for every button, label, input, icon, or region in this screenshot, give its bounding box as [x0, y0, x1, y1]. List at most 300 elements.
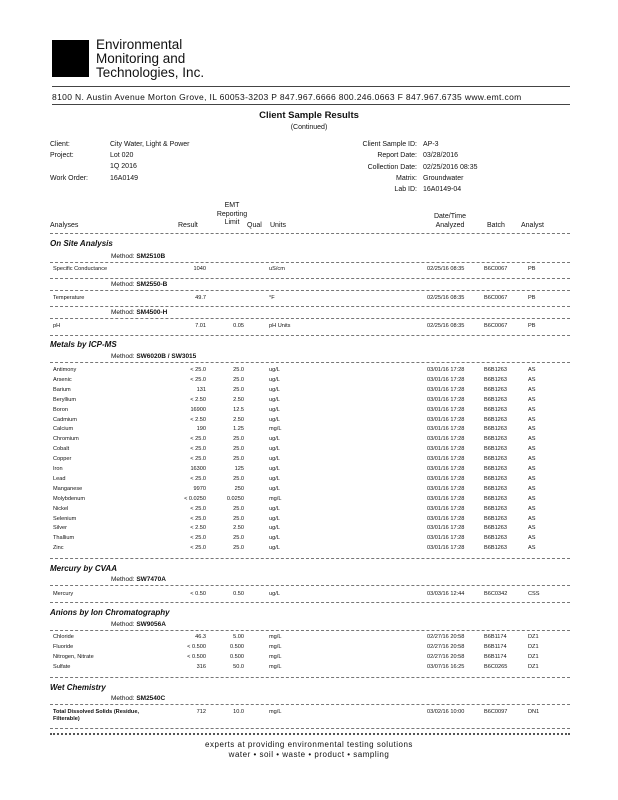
date-analyzed: 03/01/16 17:28 [427, 436, 465, 443]
table-row [0, 377, 618, 386]
section-mercury-title: Mercury by CVAA [50, 564, 117, 573]
company-logo-mark [52, 40, 89, 77]
analyte: Nickel [53, 505, 69, 512]
table-row [0, 709, 618, 723]
analyte: Silver [53, 525, 67, 532]
batch: B6B1263 [484, 545, 508, 552]
date-analyzed: 03/01/16 17:28 [427, 485, 465, 492]
method-value: SM2550-B [136, 281, 168, 288]
date-analyzed: 02/25/16 08:35 [427, 323, 465, 329]
units: °F [269, 295, 275, 301]
date-analyzed: 03/01/16 17:28 [427, 396, 465, 403]
project-value: Lot 020 [110, 152, 134, 159]
date-analyzed: 03/01/16 17:28 [427, 515, 465, 522]
table-row [0, 323, 618, 332]
footer-rule [50, 733, 570, 735]
reporting-limit: 25.0 [233, 515, 244, 522]
header-rule-bottom [52, 104, 570, 105]
result: < 2.50 [190, 416, 206, 423]
batch: B6B1263 [484, 367, 508, 373]
method-value: SM2540C [136, 695, 166, 702]
units: ug/L [269, 376, 280, 383]
result: 131 [196, 386, 206, 393]
table-row [0, 486, 618, 495]
analyte: Thallium [53, 535, 75, 542]
col-date-line-2: Analyzed [435, 221, 465, 229]
footer-tagline: experts at providing environmental testing solutions [205, 740, 413, 749]
date-analyzed: 03/01/16 17:28 [427, 535, 465, 542]
analyst: CSS [528, 591, 540, 597]
method-label: Method: [111, 253, 135, 260]
col-qual: Qual [247, 222, 262, 229]
units: ug/L [269, 485, 280, 492]
date-analyzed: 03/01/16 17:28 [427, 495, 465, 502]
date-analyzed: 02/27/16 20:58 [427, 654, 465, 660]
table-row [0, 456, 618, 465]
analyte: Beryllium [53, 396, 77, 403]
analyst: AS [528, 416, 536, 423]
batch: B6B1263 [484, 535, 508, 542]
divider [50, 262, 570, 263]
analyst: DZ1 [528, 664, 539, 670]
table-row [0, 516, 618, 525]
analyst: AS [528, 436, 536, 443]
units: ug/L [269, 525, 280, 532]
reporting-limit: 0.500 [230, 644, 244, 650]
col-rl-line-2: Reporting [216, 210, 248, 218]
units: ug/L [269, 436, 280, 443]
sample-id-value: AP-3 [423, 141, 439, 148]
method-row [111, 576, 166, 583]
analyte: Sulfate [53, 664, 71, 670]
units: mg/L [269, 709, 282, 715]
col-analyst: Analyst [521, 222, 544, 229]
units: ug/L [269, 396, 280, 403]
reporting-limit: 25.0 [233, 436, 244, 443]
reporting-limit: 25.0 [233, 367, 244, 373]
analyte: Selenium [53, 515, 77, 522]
batch: B6B1263 [484, 515, 508, 522]
header-divider [50, 233, 570, 234]
analyst: PB [528, 266, 536, 272]
result: < 25.0 [190, 535, 206, 542]
table-row [0, 545, 618, 554]
col-batch: Batch [487, 222, 505, 229]
result: < 25.0 [190, 545, 206, 552]
reporting-limit: 25.0 [233, 535, 244, 542]
method-row [111, 253, 165, 260]
method-value: SW6020B / SW3015 [136, 353, 197, 360]
batch: B6B1174 [484, 654, 507, 660]
divider [50, 630, 570, 631]
analyst: DZ1 [528, 644, 539, 650]
page-title: Client Sample Results [259, 110, 359, 121]
batch: B6B1263 [484, 466, 508, 472]
analyst: AS [528, 525, 536, 532]
batch: B6B1263 [484, 376, 508, 383]
analyte: Fluoride [53, 644, 74, 650]
header-rule-top [52, 86, 570, 87]
date-analyzed: 03/01/16 17:28 [427, 426, 465, 433]
batch: B6B1263 [484, 475, 508, 482]
analyst: AS [528, 535, 536, 542]
analyst: AS [528, 406, 536, 413]
method-label: Method: [111, 309, 135, 316]
method-row [111, 695, 165, 702]
report-date-label: Report Date: [377, 152, 417, 159]
date-analyzed: 03/01/16 17:28 [427, 376, 465, 383]
reporting-limit: 125 [234, 466, 244, 472]
reporting-limit: 1.25 [233, 426, 244, 433]
table-row [0, 367, 618, 376]
result: < 25.0 [190, 475, 206, 482]
batch: B6B1263 [484, 386, 508, 393]
units: mg/L [269, 664, 282, 670]
reporting-limit: 0.0250 [226, 495, 244, 502]
reporting-limit: 25.0 [233, 446, 244, 453]
page-subtitle: (Continued) [290, 124, 328, 131]
units: mg/L [269, 426, 282, 433]
batch: B6C0067 [484, 295, 508, 301]
company-name-line-2: Monitoring and [96, 51, 186, 66]
analyte: Iron [53, 466, 63, 472]
work-order-label: Work Order: [50, 175, 88, 182]
matrix-value: Groundwater [423, 175, 464, 182]
method-label: Method: [111, 281, 135, 288]
units: mg/L [269, 644, 282, 650]
date-analyzed: 03/01/16 17:28 [427, 525, 465, 532]
divider [50, 704, 570, 705]
table-row [0, 295, 618, 304]
result: < 0.500 [187, 644, 206, 650]
batch: B6C0097 [484, 709, 508, 715]
date-analyzed: 02/25/16 08:35 [427, 295, 465, 301]
analyte: Mercury [53, 591, 74, 597]
method-label: Method: [111, 353, 135, 360]
reporting-limit: 0.500 [230, 654, 244, 660]
result: < 0.500 [187, 654, 206, 660]
section-wet-title: Wet Chemistry [50, 683, 106, 692]
date-analyzed: 02/25/16 08:35 [427, 266, 465, 272]
analyst: AS [528, 367, 536, 373]
reporting-limit: 2.50 [233, 525, 244, 532]
batch: B6B1263 [484, 396, 508, 403]
analyst: AS [528, 505, 536, 512]
table-row [0, 664, 618, 673]
result: < 0.0250 [184, 495, 206, 502]
table-row [0, 397, 618, 406]
table-row [0, 644, 618, 653]
divider [50, 728, 570, 729]
collection-date-label: Collection Date: [367, 164, 417, 171]
table-row [0, 266, 618, 275]
units: mg/L [269, 634, 282, 640]
divider [50, 335, 570, 336]
result: < 25.0 [190, 446, 206, 453]
units: mg/L [269, 654, 282, 660]
method-label: Method: [111, 576, 135, 583]
project-label: Project: [50, 152, 74, 159]
result: 16300 [190, 466, 206, 472]
divider [50, 318, 570, 319]
section-onsite-title: On Site Analysis [50, 239, 113, 248]
analyte: Lead [53, 475, 66, 482]
units: ug/L [269, 456, 280, 463]
col-date-line-1: Date/Time [433, 213, 467, 220]
col-units: Units [270, 222, 286, 229]
batch: B6B1263 [484, 505, 508, 512]
date-analyzed: 02/27/16 20:58 [427, 644, 465, 650]
batch: B6B1263 [484, 416, 508, 423]
table-row [0, 417, 618, 426]
analyst: AS [528, 485, 536, 492]
company-address: 8100 N. Austin Avenue Morton Grove, IL 60053-3203 P 847.967.6666 800.246.0663 F 847.967.6735 www.emt.com [52, 92, 522, 102]
batch: B6B1263 [484, 525, 508, 532]
analyst: DN1 [528, 709, 540, 715]
result: 1040 [193, 266, 206, 272]
result: < 25.0 [190, 367, 206, 373]
units: pH Units [269, 323, 291, 329]
units: ug/L [269, 386, 280, 393]
analyst: AS [528, 466, 536, 472]
analyte: Arsenic [53, 376, 72, 383]
batch: B6C0067 [484, 266, 508, 272]
reporting-limit: 2.50 [233, 396, 244, 403]
divider [50, 306, 570, 307]
table-row [0, 436, 618, 445]
table-row [0, 496, 618, 505]
analyte: Molybdenum [53, 495, 86, 502]
work-order-value: 16A0149 [110, 175, 139, 182]
date-analyzed: 03/07/16 16:25 [427, 664, 465, 670]
date-analyzed: 03/02/16 10:00 [427, 709, 465, 715]
method-row [111, 621, 166, 628]
table-row [0, 591, 618, 600]
batch: B6B1174 [484, 644, 507, 650]
units: ug/L [269, 475, 280, 482]
section-metals-title: Metals by ICP-MS [50, 340, 117, 349]
section-anions-title: Anions by Ion Chromatography [50, 608, 170, 617]
analyte: pH [53, 323, 61, 329]
table-row [0, 426, 618, 435]
table-row [0, 446, 618, 455]
analyte: Copper [53, 456, 72, 463]
analyte: Antimony [53, 367, 77, 373]
reporting-limit: 25.0 [233, 545, 244, 552]
reporting-limit: 25.0 [233, 505, 244, 512]
date-analyzed: 03/01/16 17:28 [427, 545, 465, 552]
date-analyzed: 03/01/16 17:28 [427, 475, 465, 482]
analyst: AS [528, 545, 536, 552]
lab-id-label: Lab ID: [394, 186, 417, 193]
result: 190 [196, 426, 206, 433]
method-value: SM4500-H [136, 309, 168, 316]
method-value: SW9056A [136, 621, 166, 628]
analyst: AS [528, 376, 536, 383]
batch: B6C0067 [484, 323, 508, 329]
reporting-limit: 25.0 [233, 376, 244, 383]
units: ug/L [269, 515, 280, 522]
batch: B6B1263 [484, 426, 508, 433]
footer-services: water • soil • waste • product • sampling [228, 750, 390, 759]
result: 49.7 [195, 295, 206, 301]
units: ug/L [269, 591, 280, 597]
result: < 2.50 [190, 396, 206, 403]
company-name-line-3: Technologies, Inc. [96, 65, 205, 80]
date-analyzed: 03/01/16 17:28 [427, 505, 465, 512]
result: < 25.0 [190, 376, 206, 383]
result: < 2.50 [190, 525, 206, 532]
reporting-limit: 25.0 [233, 456, 244, 463]
batch: B6C0265 [484, 664, 508, 670]
divider [50, 290, 570, 291]
method-label: Method: [111, 695, 135, 702]
analyte: Nitrogen, Nitrate [53, 654, 94, 660]
date-analyzed: 03/01/16 17:28 [427, 386, 465, 393]
report-date-value: 03/28/2016 [423, 152, 459, 159]
result: 7.01 [195, 323, 206, 329]
result: 16900 [190, 406, 206, 413]
batch: B6B1263 [484, 456, 508, 463]
table-row [0, 535, 618, 544]
result: < 25.0 [190, 456, 206, 463]
table-row [0, 466, 618, 475]
units: ug/L [269, 406, 280, 413]
result: < 25.0 [190, 436, 206, 443]
date-analyzed: 03/01/16 17:28 [427, 367, 465, 373]
analyst: AS [528, 446, 536, 453]
units: ug/L [269, 367, 280, 373]
table-row [0, 476, 618, 485]
units: ug/L [269, 446, 280, 453]
result: 9970 [193, 485, 206, 492]
col-result: Result [178, 222, 198, 229]
result: < 25.0 [190, 515, 206, 522]
analyst: AS [528, 456, 536, 463]
reporting-limit: 250 [234, 485, 244, 492]
analyst: AS [528, 475, 536, 482]
col-rl-line-3: Limit [224, 219, 240, 226]
collection-date-value: 02/25/2016 08:35 [423, 164, 478, 171]
sample-id-label: Client Sample ID: [362, 141, 417, 148]
batch: B6C0342 [484, 591, 508, 597]
analyte: Calcium [53, 426, 74, 433]
result: < 25.0 [190, 505, 206, 512]
units: uS/cm [269, 266, 285, 272]
divider [50, 677, 570, 678]
reporting-limit: 5.00 [233, 634, 244, 640]
divider [50, 558, 570, 559]
units: ug/L [269, 505, 280, 512]
batch: B6B1263 [484, 446, 508, 453]
analyte: Total Dissolved Solids (Residue, Filterable) [53, 709, 139, 722]
table-row [0, 654, 618, 663]
project-value-2: 1Q 2016 [110, 163, 137, 170]
analyst: DZ1 [528, 654, 539, 660]
reporting-limit: 10.0 [233, 709, 244, 715]
date-analyzed: 03/01/16 17:28 [427, 466, 465, 472]
batch: B6B1174 [484, 634, 507, 640]
analyte: Specific Conductance [53, 266, 108, 272]
result: 712 [196, 709, 206, 715]
reporting-limit: 25.0 [233, 386, 244, 393]
method-row [111, 281, 167, 288]
table-row [0, 506, 618, 515]
result: < 0.50 [190, 591, 206, 597]
date-analyzed: 03/01/16 17:28 [427, 456, 465, 463]
units: ug/L [269, 416, 280, 423]
units: ug/L [269, 545, 280, 552]
analyst: AS [528, 495, 536, 502]
col-date-analyzed [424, 213, 476, 230]
analyte: Chloride [53, 634, 74, 640]
analyst: AS [528, 426, 536, 433]
method-value: SM2510B [136, 253, 166, 260]
analyte: Manganese [53, 485, 83, 492]
analyte: Cadmium [53, 416, 77, 423]
table-row [0, 407, 618, 416]
date-analyzed: 03/03/16 12:44 [427, 591, 465, 597]
reporting-limit: 50.0 [233, 664, 244, 670]
reporting-limit: 25.0 [233, 475, 244, 482]
reporting-limit: 12.5 [233, 406, 244, 413]
analyte: Zinc [53, 545, 64, 552]
batch: B6B1263 [484, 485, 508, 492]
method-value: SW7470A [136, 576, 166, 583]
units: ug/L [269, 535, 280, 542]
analyst: AS [528, 515, 536, 522]
analyte: Boron [53, 406, 68, 413]
analyte: Chromium [53, 436, 79, 443]
units: mg/L [269, 495, 282, 502]
divider [50, 278, 570, 279]
analyst: AS [528, 386, 536, 393]
analyst: DZ1 [528, 634, 539, 640]
col-rl-line-1: EMT [224, 202, 240, 209]
company-name [96, 38, 204, 80]
analyte: Cobalt [53, 446, 70, 453]
reporting-limit: 0.05 [233, 323, 244, 329]
date-analyzed: 03/01/16 17:28 [427, 416, 465, 423]
reporting-limit: 2.50 [233, 416, 244, 423]
divider [50, 602, 570, 603]
analyst: PB [528, 295, 536, 301]
reporting-limit: 0.50 [233, 591, 244, 597]
table-row [0, 634, 618, 643]
units: ug/L [269, 466, 280, 472]
batch: B6B1263 [484, 495, 508, 502]
table-row [0, 525, 618, 534]
client-value: City Water, Light & Power [110, 141, 190, 148]
divider [50, 585, 570, 586]
date-analyzed: 03/01/16 17:28 [427, 446, 465, 453]
method-row [111, 309, 167, 316]
table-row [0, 387, 618, 396]
batch: B6B1263 [484, 406, 508, 413]
client-label: Client: [50, 141, 70, 148]
result: 46.3 [195, 634, 206, 640]
divider [50, 362, 570, 363]
analyte: Temperature [53, 295, 85, 301]
company-name-line-1: Environmental [96, 37, 183, 52]
date-analyzed: 03/01/16 17:28 [427, 406, 465, 413]
analyst: AS [528, 396, 536, 403]
method-label: Method: [111, 621, 135, 628]
col-analyses: Analyses [50, 222, 79, 229]
date-analyzed: 02/27/16 20:58 [427, 634, 465, 640]
lab-id-value: 16A0149-04 [423, 186, 462, 193]
method-row [111, 353, 196, 360]
